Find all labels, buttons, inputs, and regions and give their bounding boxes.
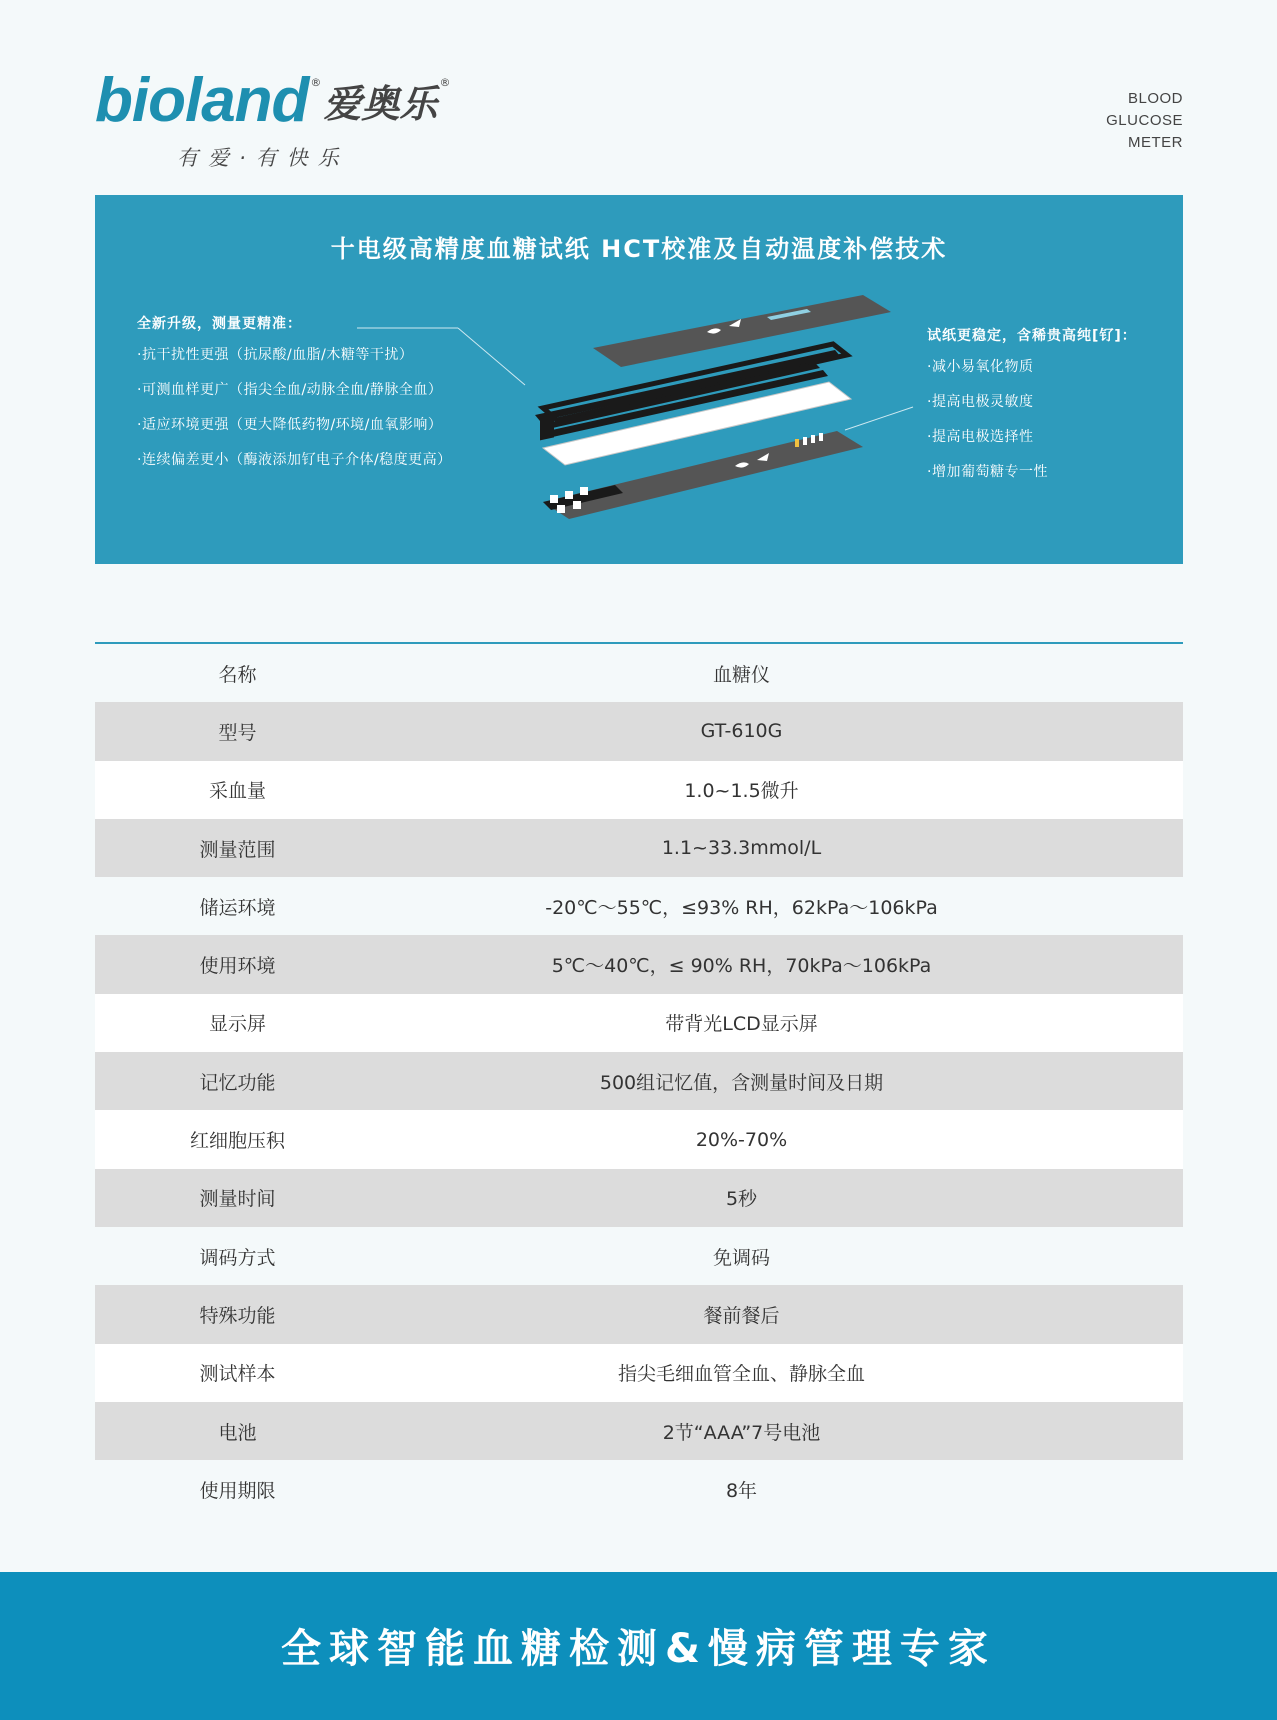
spec-value: 血糖仪	[712, 663, 770, 686]
feature-item: ·抗干扰性更强（抗尿酸/血脂/木糖等干扰）	[137, 347, 414, 363]
spec-label: 测量时间	[199, 1188, 276, 1211]
spec-label: 特殊功能	[199, 1304, 276, 1327]
brand-logo	[95, 66, 451, 172]
table-row	[95, 761, 1183, 819]
table-row	[95, 644, 1183, 702]
spec-value: 餐前餐后	[703, 1304, 780, 1327]
table-row	[95, 1402, 1183, 1460]
table-row	[95, 1110, 1183, 1168]
spec-label: 名称	[218, 663, 257, 686]
spec-label: 储运环境	[199, 896, 276, 919]
leader-line-right	[845, 407, 913, 430]
feature-list-left	[137, 313, 452, 485]
table-row	[95, 1285, 1183, 1343]
footer-slogan: 全球智能血糖检测&慢病管理专家	[281, 1626, 996, 1672]
spec-label: 使用期限	[199, 1479, 276, 1502]
feature-panel	[95, 195, 1183, 564]
spec-label: 显示屏	[208, 1013, 266, 1036]
spec-value: 1.0~1.5微升	[684, 780, 799, 803]
feature-title: 十电级高精度血糖试纸 HCT校准及自动温度补偿技术	[330, 235, 948, 263]
feature-item: ·连续偏差更小（酶液添加钌电子介体/稳度更高）	[137, 452, 452, 468]
feature-item: ·增加葡萄糖专一性	[927, 464, 1048, 480]
spec-value: 带背光LCD显示屏	[665, 1013, 818, 1036]
spec-value: 500组记忆值，含测量时间及日期	[599, 1071, 884, 1094]
spec-value: -20℃～55℃，≤93% RH，62kPa～106kPa	[545, 896, 938, 919]
logo-wordmark: bioland	[95, 66, 309, 135]
logo-chinese-name: 爱奥乐	[323, 82, 438, 126]
spec-value: GT-610G	[700, 720, 783, 743]
category-line: GLUCOSE	[1106, 112, 1183, 129]
spec-label: 型号	[218, 721, 257, 744]
brand-slogan: 有爱·有快乐	[177, 146, 349, 170]
feature-heading-right: 试纸更稳定，含稀贵高纯[钌]：	[927, 328, 1137, 344]
table-row	[95, 1227, 1183, 1285]
table-row	[95, 1460, 1183, 1518]
spec-label: 记忆功能	[199, 1071, 276, 1094]
table-row	[95, 935, 1183, 993]
spec-value: 2节“AAA”7号电池	[662, 1421, 821, 1444]
feature-item: ·适应环境更强（更大降低药物/环境/血氧影响）	[137, 417, 443, 433]
leader-line-left-diagonal	[458, 328, 525, 385]
spec-value: 1.1~33.3mmol/L	[661, 837, 822, 860]
spec-table	[95, 642, 1183, 1518]
spec-value: 5秒	[725, 1188, 758, 1211]
category-line: METER	[1128, 134, 1183, 151]
spec-value: 8年	[725, 1479, 758, 1502]
spec-value: 免调码	[712, 1246, 770, 1269]
table-row	[95, 1169, 1183, 1227]
registered-mark-cn: ®	[439, 76, 451, 89]
spec-label: 使用环境	[199, 955, 276, 978]
feature-item: ·提高电极选择性	[927, 429, 1034, 445]
spec-label: 红细胞压积	[189, 1130, 285, 1153]
table-row	[95, 994, 1183, 1052]
feature-item: ·减小易氧化物质	[927, 359, 1034, 375]
feature-list-right	[927, 325, 1137, 497]
footer-banner	[0, 1572, 1277, 1720]
table-row	[95, 1052, 1183, 1110]
registered-mark: ®	[310, 76, 322, 89]
spec-label: 测量范围	[199, 838, 276, 861]
table-row	[95, 702, 1183, 760]
product-category-label	[1073, 88, 1183, 154]
feature-heading-left: 全新升级，测量更精准：	[137, 316, 302, 332]
table-row	[95, 877, 1183, 935]
feature-item: ·可测血样更广（指尖全血/动脉全血/静脉全血）	[137, 382, 443, 398]
spec-label: 测试样本	[199, 1363, 276, 1386]
spec-label: 调码方式	[199, 1246, 276, 1269]
spec-value: 指尖毛细血管全血、静脉全血	[617, 1363, 865, 1386]
table-row	[95, 1344, 1183, 1402]
category-line: BLOOD	[1127, 90, 1183, 107]
spec-value: 5℃～40℃，≤ 90% RH，70kPa～106kPa	[551, 955, 932, 978]
spec-label: 采血量	[208, 780, 266, 803]
table-row	[95, 819, 1183, 877]
spec-value: 20%-70%	[695, 1128, 788, 1151]
feature-item: ·提高电极灵敏度	[927, 394, 1034, 410]
spec-label: 电池	[218, 1421, 257, 1444]
